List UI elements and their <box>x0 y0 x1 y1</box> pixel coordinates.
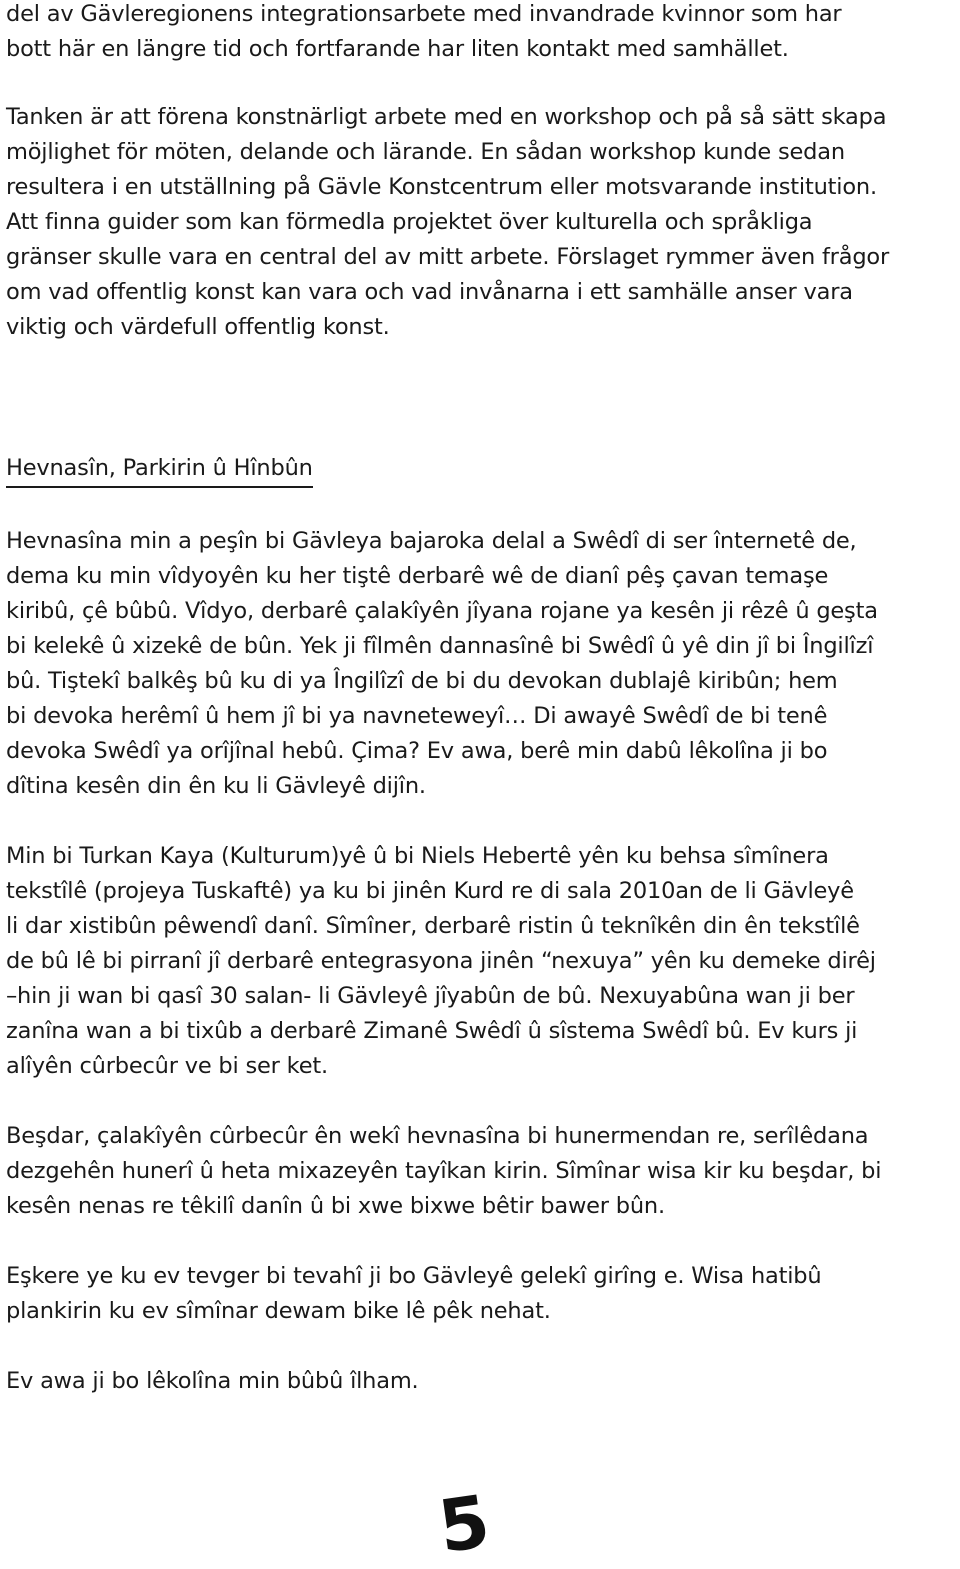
kurdish-section-heading: Hevnasîn, Parkirin û Hînbûn <box>6 452 313 488</box>
kurdish-paragraph-2: Min bi Turkan Kaya (Kulturum)yê û bi Niels Hebertê yên ku behsa sîmînera tekstîlê (projeya Tuskaftê) ya ku bi jinên Kurd re di sala 2010an de li Gävleyê li dar xistibûn pêwendî danî. Sîmîner, derbarê ristin û teknîkên din ên tekstîlê de bû lê bi pirranî jî derbarê entegrasyona jinên “nexuya” yên ku demeke dirêj –hin ji wan bi qasî 30 salan- li Gävleyê jîyabûn de bû. Nexuyabûna wan ji ber zanîna wan a bi tixûb a derbarê Zimanê Swêdî û sîstema Swêdî bû. Ev kurs ji alîyên cûrbecûr ve bi ser ket. <box>6 843 876 1079</box>
kurdish-paragraph-1: Hevnasîna min a peşîn bi Gävleya bajaroka delal a Swêdî di ser înternetê de, dema ku min vîdyoyên ku her tiştê derbarê wê de dianî pêş çavan temaşe kiribû, çê bûbû. Vîdyo, derbarê çalakîyên jîyana rojane ya kesên ji rêzê û geşta bi kelekê û xizekê de bûn. Yek ji fîlmên dannasînê bi Swêdî û yê din jî bi Îngilîzî bû. Tiştekî balkêş bû ku di ya Îngilîzî de bi du devokan dublajê kiribûn; hem bi devoka herêmî û hem jî bi ya navneteweyî… Di awayê Swêdî de bi tenê devoka Swêdî ya orîjînal hebû. Çima? Ev awa, berê min dabû lêkolîna ji bo dîtina kesên din ên ku li Gävleyê dijîn. <box>6 528 878 799</box>
kurdish-paragraph-5: Ev awa ji bo lêkolîna min bûbû îlham. <box>6 1368 419 1394</box>
kurdish-paragraph-3: Beşdar, çalakîyên cûrbecûr ên wekî hevnasîna bi hunermendan re, serîlêdana dezgehên hunerî û heta mixazeyên tayîkan kirin. Sîmînar wisa kir ku beşdar, bi kesên nenas re têkilî danîn û bi xwe bixwe bêtir bawer bûn. <box>6 1123 882 1219</box>
swedish-main-paragraph: Tanken är att förena konstnärligt arbete med en workshop och på så sätt skapa möjlighet för möten, delande och lärande. En sådan workshop kunde sedan resultera i en utställning på Gävle Konstcentrum eller motsvarande institution. Att finna guider som kan förmedla projektet över kulturella och språkliga gränser skulle vara en central del av mitt arbete. Förslaget rymmer även frågor om vad offentlig konst kan vara och vad invånarna i ett samhälle anser vara viktig och värdefull offentlig konst. <box>6 104 890 340</box>
swedish-intro-paragraph: del av Gävleregionens integrationsarbete med invandrade kvinnor som har bott här en längre tid och fortfarande har liten kontakt med samhället. <box>6 1 842 62</box>
kurdish-paragraph-4: Eşkere ye ku ev tevger bi tevahî ji bo Gävleyê gelekî girîng e. Wisa hatibû plankirin ku ev sîmînar dewam bike lê pêk nehat. <box>6 1263 822 1324</box>
page-number: 5 <box>433 1478 495 1569</box>
